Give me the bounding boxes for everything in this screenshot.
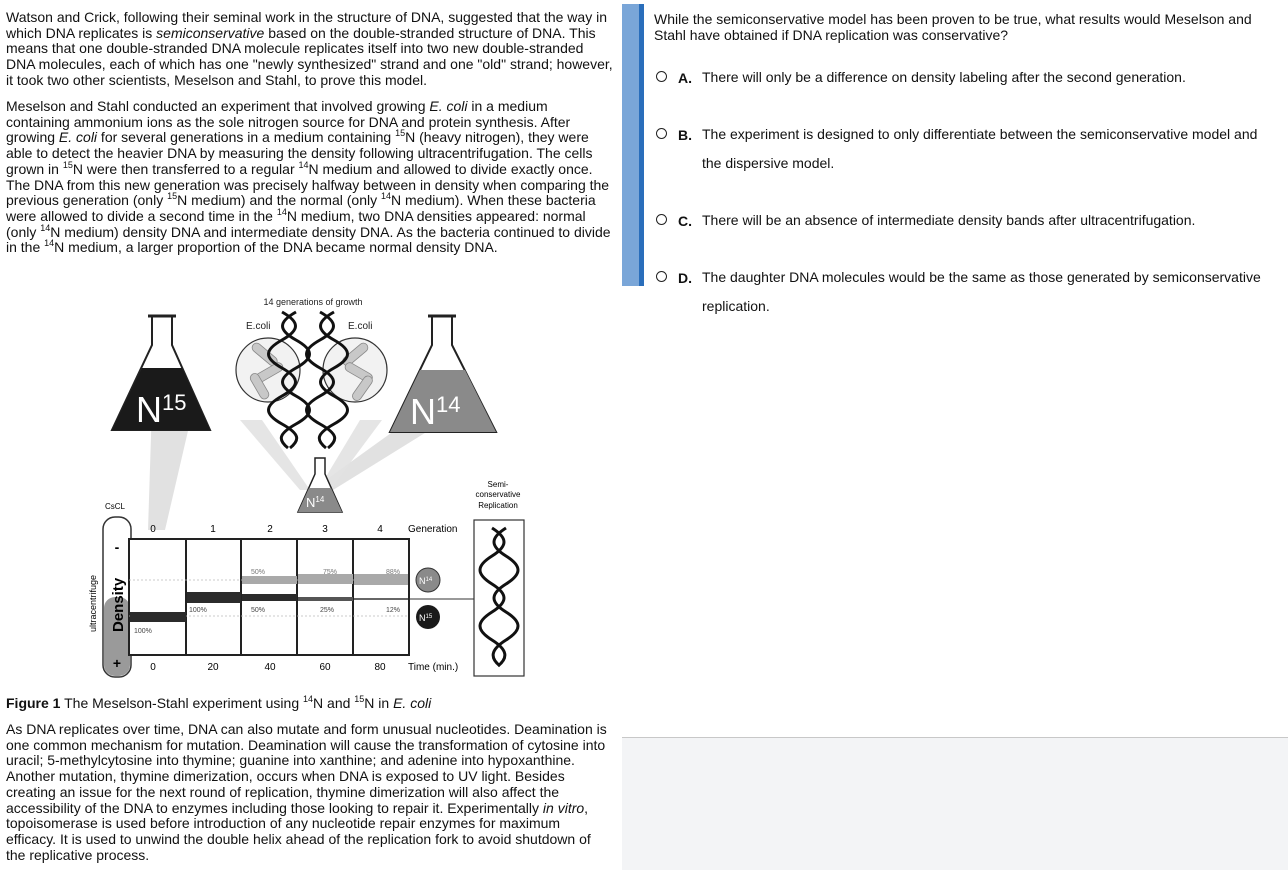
band-gen2-top-label: 50% [251, 569, 266, 576]
ultracentrifuge-label: ultracentrifuge [88, 574, 98, 632]
time-80: 80 [374, 662, 386, 673]
beam-center-left [240, 420, 310, 490]
time-0: 0 [150, 662, 156, 673]
marker-n15-icon [416, 605, 440, 629]
small-flask-label: $N^{14}$ [306, 495, 325, 510]
semi-replication-box [474, 520, 524, 676]
band-gen4-intermediate [354, 598, 408, 600]
scrollbar-thumb[interactable] [639, 4, 644, 286]
band-gen4-top-label: 88% [386, 569, 401, 576]
meselson-stahl-figure [84, 293, 534, 685]
time-20: 20 [207, 662, 219, 673]
density-label: Density [110, 577, 127, 632]
choice-letter-a: A. [678, 70, 692, 86]
radio-button-b[interactable] [656, 128, 667, 139]
band-gen3-top-label: 75% [323, 569, 338, 576]
ecoli-label-right: E.coli [348, 321, 373, 332]
flask-n15-label: $N^{15}$ [136, 389, 187, 430]
choice-letter-c: C. [678, 213, 692, 229]
answer-choice-a[interactable] [654, 70, 1279, 110]
figure-caption: Figure 1 The Meselson-Stahl experiment using $^{14}$N and $^{15}$N in E. coli [6, 694, 432, 711]
time-axis-label: Time (min.) [408, 662, 459, 673]
generation-axis-label: Generation [408, 524, 458, 535]
flask-n14-label: $N^{14}$ [410, 391, 461, 432]
semi-label-1: Semi- [487, 480, 509, 489]
cscl-label: CsCL [105, 502, 126, 511]
generation-1: 1 [210, 524, 216, 535]
question-stem: While the semiconservative model has been proven to be true, what results would Meselson and Stahl have obtained if DNA replication was conservative? [654, 11, 1252, 43]
flask-n14-icon [390, 316, 496, 432]
passage-paragraph-3: As DNA replicates over time, DNA can also mutate and form unusual nucleotides. Deamination is one common mechanism for mutation. Deamination will cause the transformation of cytosine into uracil; 5-methylcytosine into thymine; guanine into xanthine; and adenine into hypoxanthine. Another mutation, thymine dimerization, occurs when DNA is exposed to UV light. Besides creating an issue for the next round of replication, thymine dimerization will also affect the accessibility of the DNA to enzymes including those looking to repair it. Experimentally in vitro, topoisomerase is used before introduction of any nucleotide repair enzymes for maximum efficacy. It is used to unwind the double helix ahead of the replication fork to avoid shutdown of the replicative process. [6, 721, 607, 863]
band-gen1-intermediate [187, 592, 241, 603]
band-gen4-bot-label: 12% [386, 607, 401, 614]
band-gen0-heavy [130, 612, 186, 622]
semi-label-3: Replication [478, 501, 518, 510]
passage-scrollbar[interactable] [622, 4, 642, 286]
choice-letter-d: D. [678, 270, 692, 286]
band-gen3-intermediate [298, 597, 353, 601]
time-40: 40 [264, 662, 276, 673]
band-gen3-bot-label: 25% [320, 607, 335, 614]
answer-choice-d[interactable] [654, 269, 1279, 314]
marker-n14-icon [416, 568, 440, 592]
radio-button-a[interactable] [656, 71, 667, 82]
choice-text-a[interactable]: There will only be a difference on density labeling after the second generation. [702, 69, 1186, 85]
choice-text-b[interactable]: The experiment is designed to only differentiate between the semiconservative model and the dispersive model. [702, 126, 1258, 171]
passage-paragraph-2: Meselson and Stahl conducted an experiment that involved growing E. coli in a medium containing ammonium ions as the sole nitrogen source for DNA and protein synthesis. After growing E. coli for several generations in a medium containing $^{15}$N (heavy nitrogen), they were able to detect the heavier DNA by measuring the density following ultracentrifugation. The cells grown in $^{15}$N were then transferred to a regular $^{14}$N medium and allowed to divide exactly once. The DNA from this new generation was precisely halfway between in density when comparing the previous generation (only $^{15}$N medium) and the normal (only $^{14}$N medium). When these bacteria were allowed to divide a second time in the $^{14}$N medium, two DNA densities appeared: normal (only $^{14}$N medium) density DNA and intermediate density DNA. As the bacteria continued to divide in the $^{14}$N medium, a larger proportion of the DNA became normal density DNA. [6, 98, 611, 256]
radio-button-c[interactable] [656, 214, 667, 225]
bottom-panel [622, 738, 1288, 870]
radio-button-d[interactable] [656, 271, 667, 282]
band-gen2-bot-label: 50% [251, 607, 266, 614]
centrifuge-tube [88, 517, 131, 677]
band-gen0-label: 100% [134, 628, 152, 635]
generation-3: 3 [322, 524, 328, 535]
tube-minus-sign: - [114, 539, 120, 555]
answer-choice-b[interactable] [654, 126, 1279, 171]
generation-2: 2 [267, 524, 273, 535]
band-gen2-light [242, 576, 297, 584]
semi-label-2: conservative [475, 490, 521, 499]
generation-4: 4 [377, 524, 383, 535]
choice-text-d[interactable]: The daughter DNA molecules would be the same as those generated by semiconservative replication. [702, 269, 1261, 314]
passage-paragraph-1: Watson and Crick, following their seminal work in the structure of DNA, suggested that the way in which DNA replicates is semiconservative based on the double-stranded structure of DNA. This means that one double-stranded DNA molecule replicates itself into two new double-stranded DNA molecules, each of which has one "newly synthesized" strand and one "old" strand; however, it took two other scientists, Meselson and Stahl, to prove this model. [6, 9, 613, 88]
answer-choice-c[interactable] [654, 213, 1279, 253]
ecoli-label-left: E.coli [246, 321, 271, 332]
choice-text-c[interactable]: There will be an absence of intermediate density bands after ultracentrifugation. [702, 212, 1196, 228]
band-gen2-intermediate [242, 594, 297, 601]
generation-0: 0 [150, 524, 156, 535]
band-gen1-label: 100% [189, 607, 207, 614]
time-60: 60 [319, 662, 331, 673]
svg-text:N14: $N^{14}$ [419, 576, 433, 586]
choice-letter-b: B. [678, 127, 692, 143]
svg-text:N15: $N^{15}$ [419, 613, 433, 623]
flask-n15-icon [112, 316, 210, 430]
tube-plus-sign: + [112, 655, 122, 671]
figure-top-label: 14 generations of growth [263, 297, 363, 307]
passage-panel [0, 0, 622, 870]
